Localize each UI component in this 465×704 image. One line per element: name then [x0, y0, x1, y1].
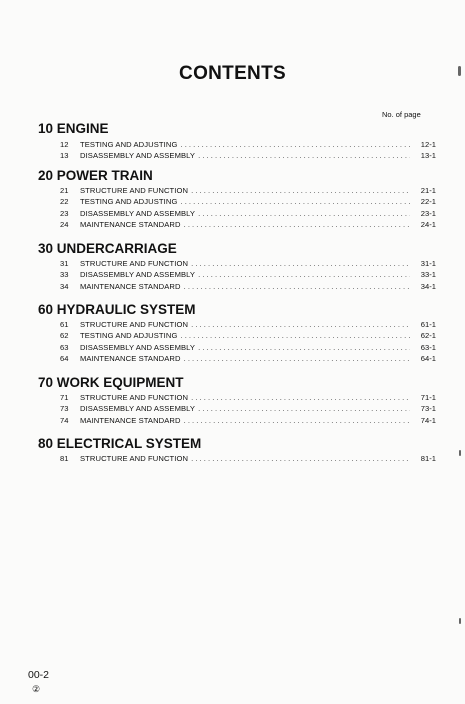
- toc-entry: [60, 196, 436, 207]
- dot-leader: [198, 269, 410, 280]
- entry-title: DISASSEMBLY AND ASSEMBLY: [80, 342, 196, 352]
- entry-title: DISASSEMBLY AND ASSEMBLY: [80, 404, 196, 414]
- entry-page-number: 74-1: [420, 415, 436, 425]
- entry-number: 22: [60, 197, 69, 207]
- entry-title: MAINTENANCE STANDARD: [80, 353, 181, 363]
- entry-number: 34: [60, 281, 69, 291]
- entry-title: STRUCTURE AND FUNCTION: [80, 454, 189, 463]
- entry-page-number: 34-1: [420, 281, 436, 291]
- entry-page-number: 71-1: [420, 393, 436, 402]
- toc-entry: [60, 139, 436, 150]
- dot-leader: [191, 453, 410, 464]
- entry-title: STRUCTURE AND FUNCTION: [80, 320, 189, 329]
- dot-leader: [198, 342, 410, 353]
- footer-revision-mark: ②: [32, 684, 41, 694]
- dot-leader: [184, 219, 410, 230]
- entry-page-number: 73-1: [420, 404, 436, 414]
- section-heading: 60 HYDRAULIC SYSTEM: [38, 302, 196, 317]
- toc-entry: [60, 453, 436, 464]
- entry-page-number: 12-1: [420, 140, 436, 149]
- entry-page-number: 62-1: [420, 331, 436, 341]
- section-heading: 10 ENGINE: [38, 121, 109, 136]
- dot-leader: [191, 258, 410, 269]
- footer-page-number: 00-2: [28, 669, 50, 681]
- section-heading: 30 UNDERCARRIAGE: [38, 241, 177, 256]
- toc-entry: [60, 185, 436, 196]
- section-heading: 80 ELECTRICAL SYSTEM: [38, 436, 202, 451]
- dot-leader: [184, 281, 410, 292]
- entry-number: 23: [60, 208, 69, 218]
- entry-number: 21: [60, 186, 69, 195]
- entry-number: 81: [60, 454, 69, 463]
- entry-title: TESTING AND ADJUSTING: [80, 331, 178, 341]
- entry-page-number: 63-1: [420, 342, 436, 352]
- entry-number: 33: [60, 270, 69, 280]
- toc-entry: [60, 415, 436, 426]
- entry-page-number: 13-1: [420, 151, 436, 161]
- dot-leader: [184, 415, 410, 426]
- dot-leader: [180, 330, 410, 341]
- toc-entry: [60, 403, 436, 414]
- dot-leader: [180, 196, 410, 207]
- entry-title: MAINTENANCE STANDARD: [80, 415, 181, 425]
- toc-entry: [60, 281, 436, 292]
- toc-entry: [60, 150, 436, 161]
- entry-page-number: 33-1: [420, 270, 436, 280]
- dot-leader: [191, 392, 410, 403]
- dot-leader: [198, 208, 410, 219]
- entry-page-number: 24-1: [420, 219, 436, 229]
- entry-page-number: 22-1: [420, 197, 436, 207]
- entry-page-number: 23-1: [420, 208, 436, 218]
- toc-entry: [60, 392, 436, 403]
- toc-entry: [60, 269, 436, 280]
- entry-title: TESTING AND ADJUSTING: [80, 140, 178, 149]
- page-column-header: No. of page: [382, 110, 421, 119]
- entry-number: 71: [60, 393, 69, 402]
- entry-title: MAINTENANCE STANDARD: [80, 281, 181, 291]
- binding-hole-mark: [459, 618, 461, 624]
- section-heading: 70 WORK EQUIPMENT: [38, 375, 184, 390]
- binding-hole-mark: [458, 66, 461, 76]
- section-heading: 20 POWER TRAIN: [38, 168, 153, 183]
- entry-page-number: 61-1: [420, 320, 436, 329]
- entry-title: DISASSEMBLY AND ASSEMBLY: [80, 208, 196, 218]
- entry-title: MAINTENANCE STANDARD: [80, 219, 181, 229]
- entry-page-number: 21-1: [420, 186, 436, 195]
- entry-title: STRUCTURE AND FUNCTION: [80, 393, 189, 402]
- entry-number: 12: [60, 140, 69, 149]
- entry-title: DISASSEMBLY AND ASSEMBLY: [80, 270, 196, 280]
- entry-number: 63: [60, 342, 69, 352]
- binding-hole-mark: [459, 450, 461, 456]
- dot-leader: [191, 319, 410, 330]
- entry-number: 13: [60, 151, 69, 161]
- entry-page-number: 81-1: [420, 454, 436, 463]
- entry-title: STRUCTURE AND FUNCTION: [80, 186, 189, 195]
- entry-number: 62: [60, 331, 69, 341]
- entry-number: 31: [60, 259, 69, 268]
- dot-leader: [180, 139, 410, 150]
- entry-number: 74: [60, 415, 69, 425]
- entry-number: 73: [60, 404, 69, 414]
- entry-number: 24: [60, 219, 69, 229]
- page-title: CONTENTS: [179, 63, 286, 84]
- dot-leader: [198, 150, 410, 161]
- dot-leader: [191, 185, 410, 196]
- toc-entry: [60, 208, 436, 219]
- toc-entry: [60, 258, 436, 269]
- toc-entry: [60, 330, 436, 341]
- entry-title: TESTING AND ADJUSTING: [80, 197, 178, 207]
- entry-page-number: 31-1: [420, 259, 436, 268]
- entry-title: STRUCTURE AND FUNCTION: [80, 259, 189, 268]
- dot-leader: [184, 353, 410, 364]
- toc-entry: [60, 319, 436, 330]
- entry-number: 64: [60, 353, 69, 363]
- toc-entry: [60, 353, 436, 364]
- entry-title: DISASSEMBLY AND ASSEMBLY: [80, 151, 196, 161]
- entry-number: 61: [60, 320, 69, 329]
- dot-leader: [198, 403, 410, 414]
- toc-entry: [60, 219, 436, 230]
- entry-page-number: 64-1: [420, 353, 436, 363]
- toc-entry: [60, 342, 436, 353]
